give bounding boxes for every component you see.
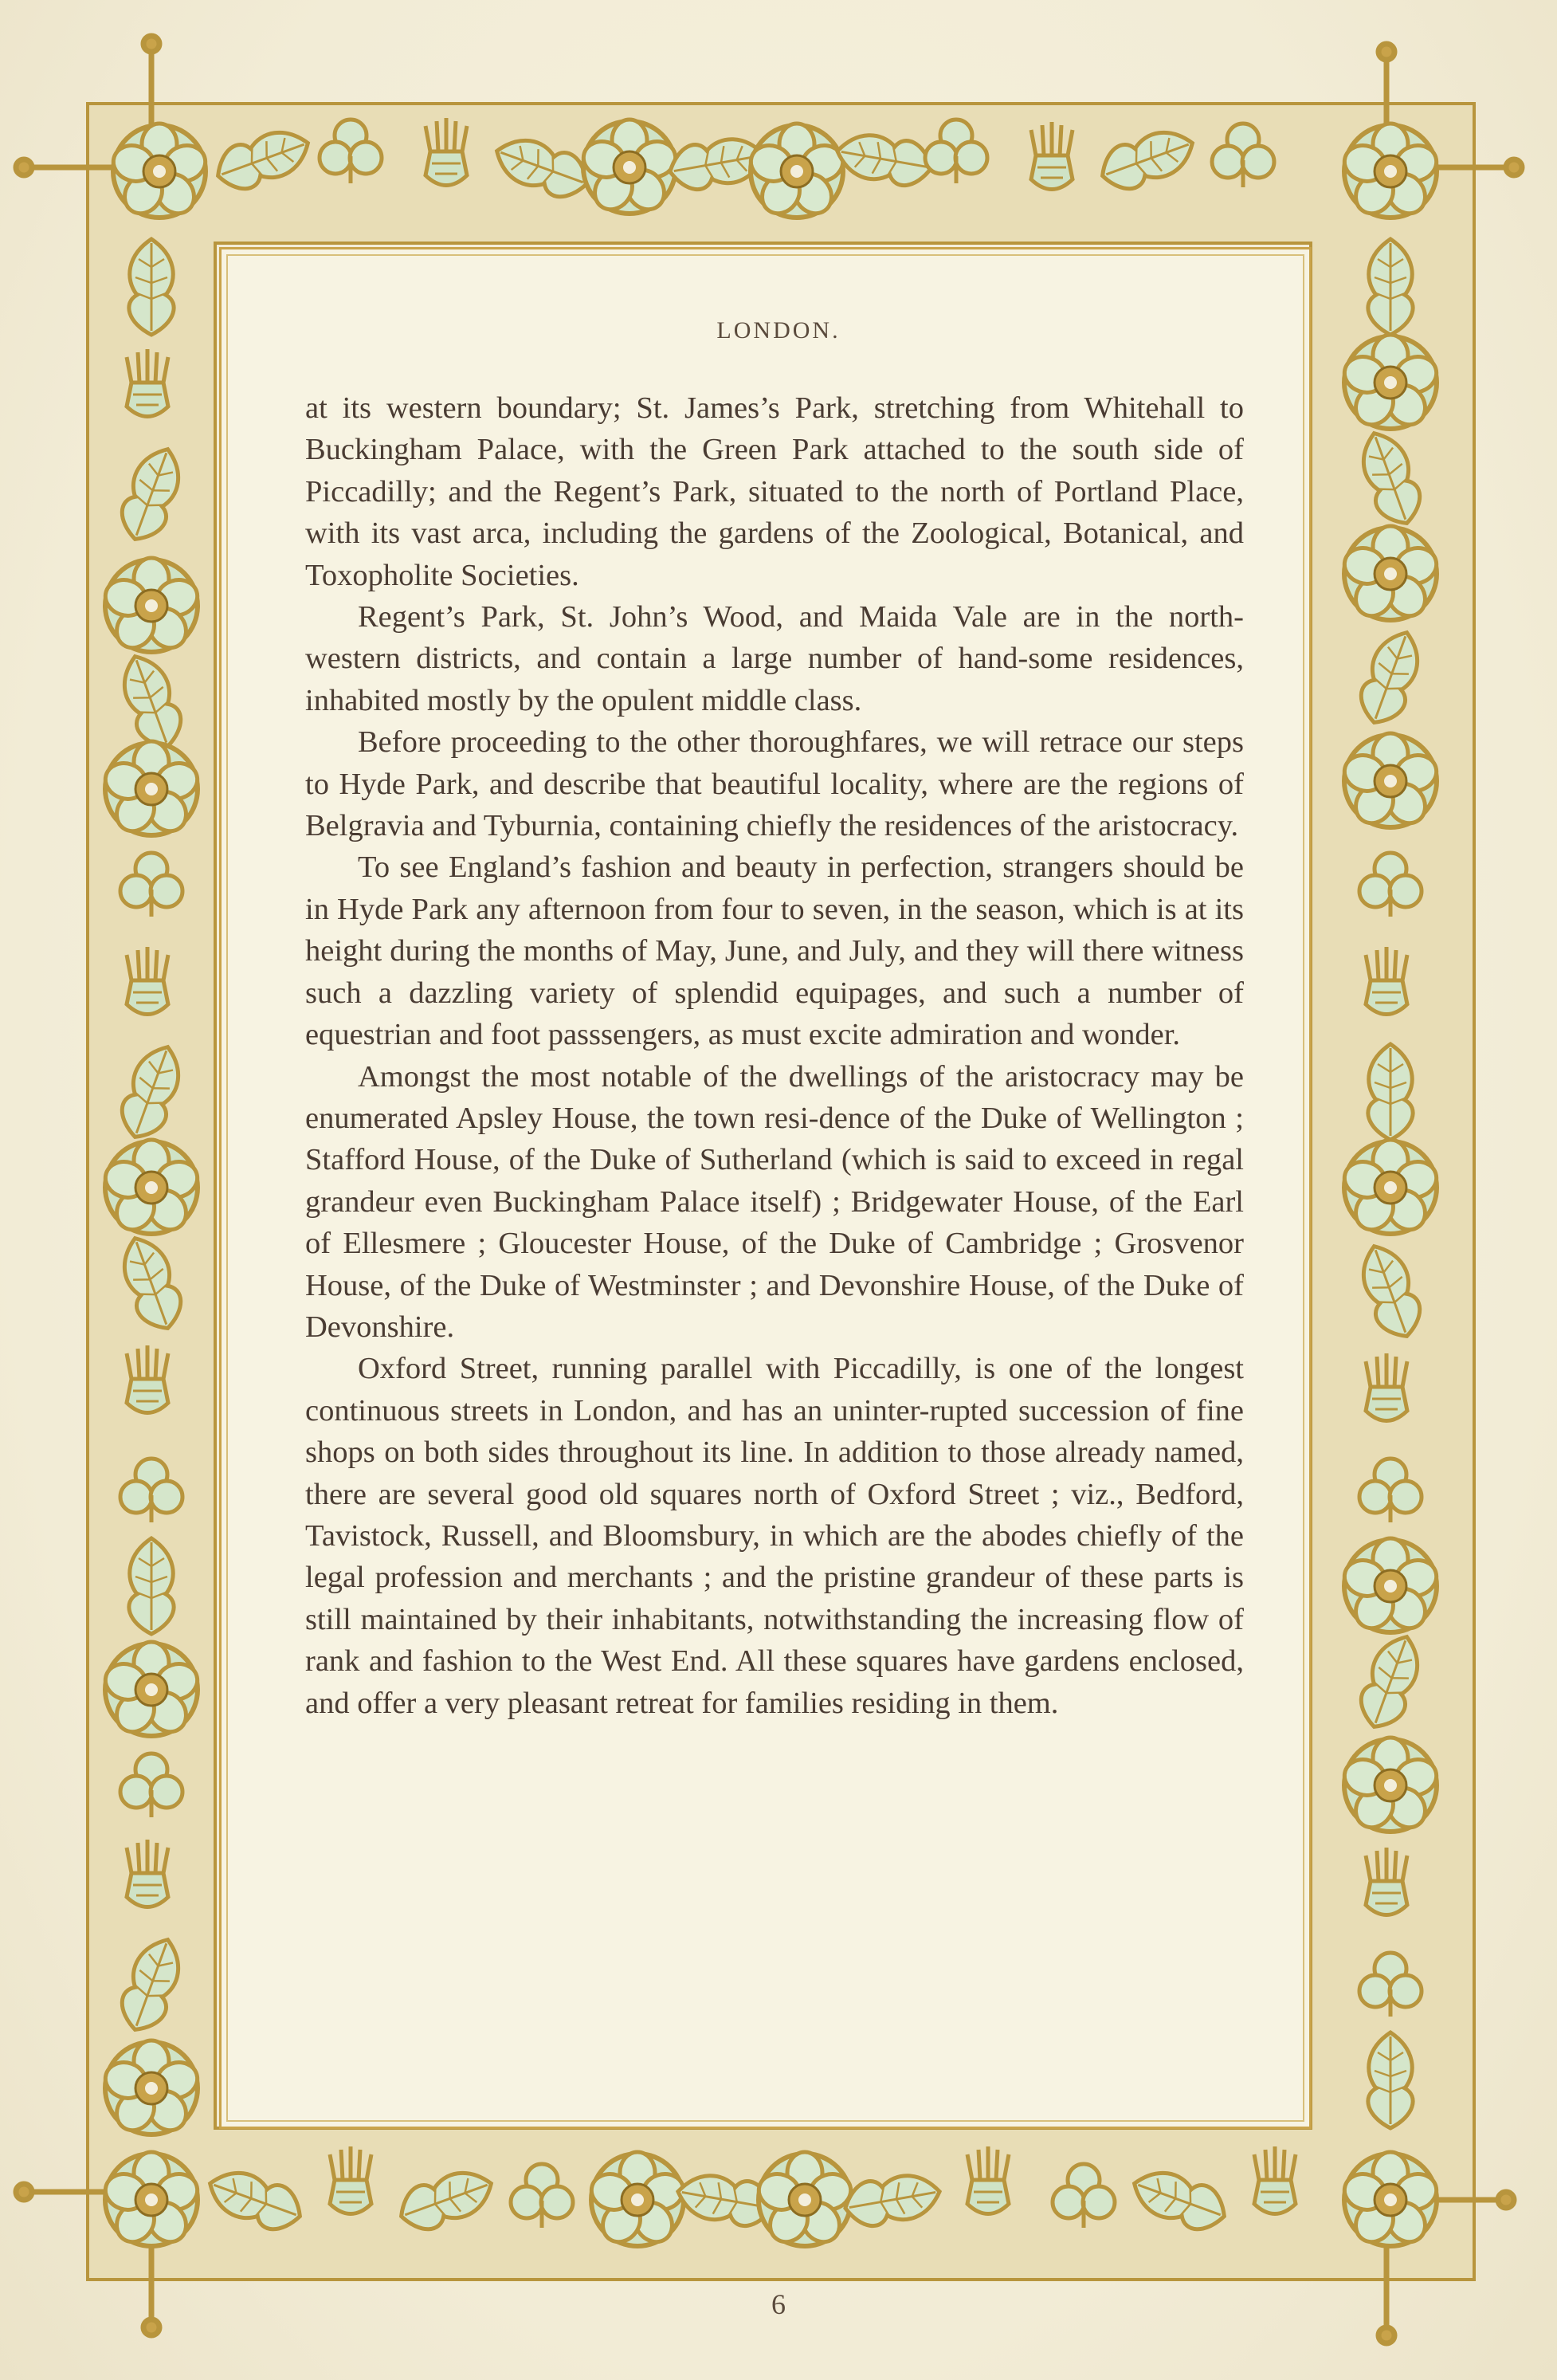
- page-number: 6: [771, 2288, 786, 2320]
- running-head: LONDON.: [716, 317, 841, 344]
- paragraph-6: Oxford Street, running parallel with Piccadilly, is one of the longest continuous streets in London, and has an uninter-rupted succession of fine shops on both sides throughout its line. In addition to those already named, there are several good old squares north of Oxford Street ; viz., Bedford, Tavistock, Russell, and Bloomsbury, in which are the abodes chiefly of the legal profession and merchants ; and the pristine grandeur of these parts is still maintained by their inhabitants, notwithstanding the increasing flow of rank and fashion to the West End. All these squares have gardens enclosed, and offer a very pleasant retreat for families residing in them.: [305, 1352, 1244, 1720]
- body-text: [305, 387, 1244, 1724]
- paragraph-5: Amongst the most notable of the dwellings of the aristocracy may be enumerated Apsley House, the town resi-dence of the Duke of Wellington ; Stafford House, of the Duke of Sutherland (which is said to exceed in regal grandeur even Buckingham Palace itself) ; Bridgewater House, of the Earl of Ellesmere ; Gloucester House, of the Duke of Cambridge ; Grosvenor House, of the Duke of Westminster ; and Devonshire House, of the Duke of Devonshire.: [305, 1059, 1244, 1344]
- paragraph-2: Regent’s Park, St. John’s Wood, and Maida Vale are in the north-western districts, and contain a large number of hand-some residences, inhabited mostly by the opulent middle class.: [305, 600, 1244, 717]
- paragraph-3: Before proceeding to the other thoroughfares, we will retrace our steps to Hyde Park, and describe that beautiful locality, where are the regions of Belgravia and Tyburnia, containing chiefly the residences of the aristocracy.: [305, 725, 1244, 843]
- paragraph-4: To see England’s fashion and beauty in perfection, strangers should be in Hyde Park any afternoon from four to seven, in the season, which is at its height during the months of May, June, and July, and they will there witness such a dazzling variety of splendid equipages, and such a number of equestrian and foot passsengers, as must excite admiration and wonder.: [305, 850, 1244, 1052]
- paragraph-1: at its western boundary; St. James’s Park, stretching from Whitehall to Buckingham Palace, with the Green Park attached to the south side of Piccadilly; and the Regent’s Park, situated to the north of Portland Place, with its vast arca, including the gardens of the Zoological, Botanical, and Toxopholite Societies.: [305, 391, 1244, 592]
